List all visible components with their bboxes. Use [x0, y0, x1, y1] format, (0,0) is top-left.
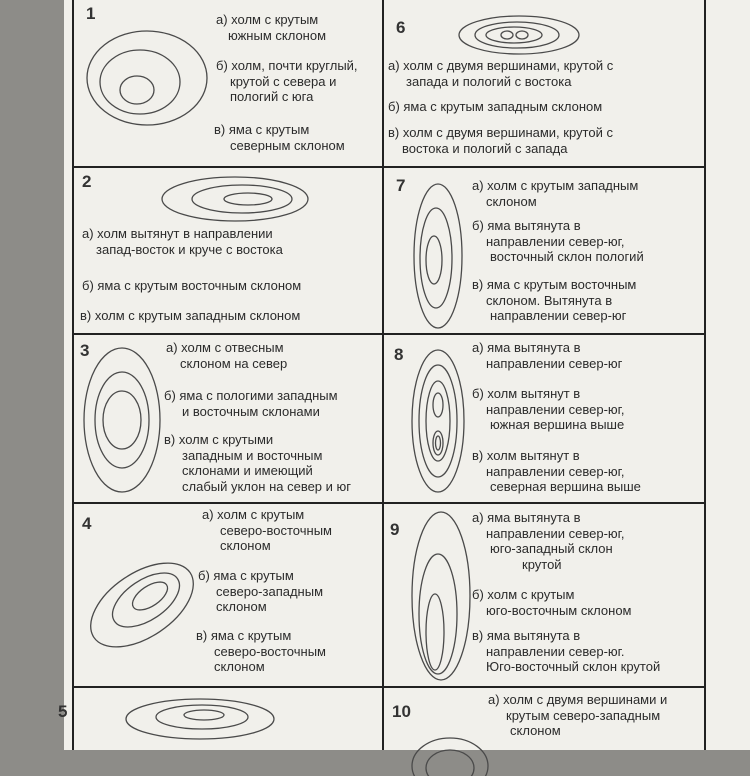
option-b[interactable] [472, 587, 632, 618]
task-number: 8 [394, 345, 404, 364]
option-line: пологий с юга [230, 89, 314, 104]
row-divider-3 [72, 502, 706, 504]
option-line: крутой [522, 556, 562, 572]
option-line: восточный склон пологий [490, 249, 644, 264]
option-b[interactable] [198, 568, 323, 615]
task-number: 5 [58, 702, 68, 721]
option-line: направлении север-юг, [486, 525, 625, 541]
task-number: 4 [82, 514, 92, 533]
option-line: юго-восточным склоном [486, 602, 632, 618]
option-line: в) холм с крутыми [164, 432, 274, 447]
option-line: в) яма с крутым [196, 628, 292, 643]
contour-figure-10 [410, 736, 490, 776]
option-b[interactable] [472, 386, 624, 433]
option-line: а) холм вытянут в направлении [82, 226, 273, 241]
contour-figure-3 [82, 346, 162, 494]
option-a[interactable] [388, 58, 613, 89]
contour-figure-4 [82, 540, 202, 670]
task-number: 2 [82, 172, 92, 191]
table-right-border [704, 0, 706, 750]
option-line: северо-восточным [214, 643, 326, 659]
task-number: 6 [396, 18, 406, 37]
option-line: северным склоном [230, 137, 345, 153]
option-line: б) яма с крутым восточным склоном [82, 278, 302, 293]
option-c[interactable] [196, 628, 326, 675]
option-c[interactable] [80, 308, 300, 324]
option-line: запад-восток и круче с востока [96, 241, 283, 257]
option-line: направлении север-юг [490, 308, 627, 323]
option-line: северо-западным [216, 583, 324, 599]
option-line: б) яма с пологими западным [164, 388, 338, 403]
option-a[interactable] [166, 340, 287, 371]
option-line: Юго-восточный склон крутой [486, 659, 661, 674]
option-line: склоном на север [180, 355, 288, 371]
row-divider-4 [72, 686, 706, 688]
option-line: в) яма с крутым [214, 122, 310, 137]
option-line: б) яма с крутым западным склоном [388, 99, 603, 114]
option-line: а) яма вытянута в [472, 510, 581, 525]
option-line: запада и пологий с востока [406, 73, 572, 89]
option-line: южная вершина выше [490, 417, 625, 432]
option-a[interactable] [472, 340, 622, 371]
contour-figure-7 [412, 182, 464, 330]
option-c[interactable] [164, 432, 351, 494]
contour-figure-9 [410, 510, 472, 682]
option-line: б) холм с крутым [472, 587, 575, 602]
option-line: а) холм с крутым [202, 507, 305, 522]
option-line: в) холм с двумя вершинами, крутой с [388, 125, 613, 140]
option-line: б) яма вытянута в [472, 218, 581, 233]
option-line: а) яма вытянута в [472, 340, 581, 355]
task-number: 7 [396, 176, 406, 195]
option-line: направлении север-юг, [486, 233, 625, 249]
option-line: б) холм вытянут в [472, 386, 581, 401]
option-c[interactable] [472, 628, 660, 675]
option-c[interactable] [388, 125, 613, 156]
contour-figure-5 [124, 697, 276, 741]
option-c[interactable] [472, 277, 636, 324]
table-center-divider [382, 0, 384, 750]
row-divider-1 [72, 166, 706, 168]
option-a[interactable] [472, 178, 638, 209]
option-a[interactable] [488, 692, 667, 739]
option-line: и восточным склонами [182, 403, 320, 419]
option-b[interactable] [216, 58, 358, 105]
option-line: б) холм, почти круглый, [216, 58, 358, 73]
option-line: в) яма с крутым восточным [472, 277, 637, 292]
option-b[interactable] [388, 99, 602, 115]
option-line: слабый уклон на север и юг [182, 478, 352, 494]
option-b[interactable] [472, 218, 644, 265]
task-number: 1 [86, 4, 96, 23]
task-number: 10 [392, 702, 411, 721]
option-a[interactable] [202, 507, 332, 554]
option-line: северная вершина выше [490, 479, 641, 494]
option-line: склоном. Вытянута в [486, 292, 613, 308]
option-line: а) холм с крутым [216, 12, 319, 27]
option-line: склонами и имеющий [182, 463, 313, 478]
option-line: юго-западный склон [490, 541, 613, 556]
option-b[interactable] [82, 278, 301, 294]
option-line: а) холм с двумя вершинами и [488, 692, 668, 707]
task-number: 3 [80, 341, 90, 360]
option-line: склоном [214, 659, 265, 674]
task-number: 9 [390, 520, 400, 539]
option-line: б) яма с крутым [198, 568, 294, 583]
option-line: в) холм с крутым западным склоном [80, 308, 301, 323]
contour-figure-6 [457, 14, 582, 56]
option-line: направлении север-юг, [486, 463, 625, 479]
option-line: южным склоном [228, 27, 327, 43]
option-line: направлении север-юг. [486, 643, 625, 659]
option-line: склоном [510, 723, 561, 738]
option-b[interactable] [164, 388, 338, 419]
option-line: северо-восточным [220, 522, 332, 538]
contour-figure-1 [85, 28, 210, 128]
option-line: а) холм с крутым западным [472, 178, 639, 193]
contour-figure-8 [410, 348, 466, 494]
option-line: западным и восточным [182, 447, 323, 463]
option-c[interactable] [214, 122, 345, 153]
option-line: склоном [486, 193, 537, 209]
option-c[interactable] [472, 448, 641, 495]
option-a[interactable] [472, 510, 624, 572]
option-line: востока и пологий с запада [402, 140, 568, 156]
row-divider-2 [72, 333, 706, 335]
option-line: крутой с севера и [230, 73, 337, 89]
option-line: в) холм вытянут в [472, 448, 580, 463]
option-line: а) холм с двумя вершинами, крутой с [388, 58, 614, 73]
option-line: в) яма вытянута в [472, 628, 581, 643]
option-line: крутым северо-западным [506, 707, 661, 723]
option-line: а) холм с отвесным [166, 340, 284, 355]
option-a[interactable] [82, 226, 283, 257]
option-line: направлении север-юг [486, 355, 623, 371]
option-line: склоном [220, 538, 271, 553]
option-line: направлении север-юг, [486, 401, 625, 417]
option-a[interactable] [216, 12, 326, 43]
contour-figure-2 [160, 175, 310, 223]
table-left-border [72, 0, 74, 750]
option-line: склоном [216, 599, 267, 614]
